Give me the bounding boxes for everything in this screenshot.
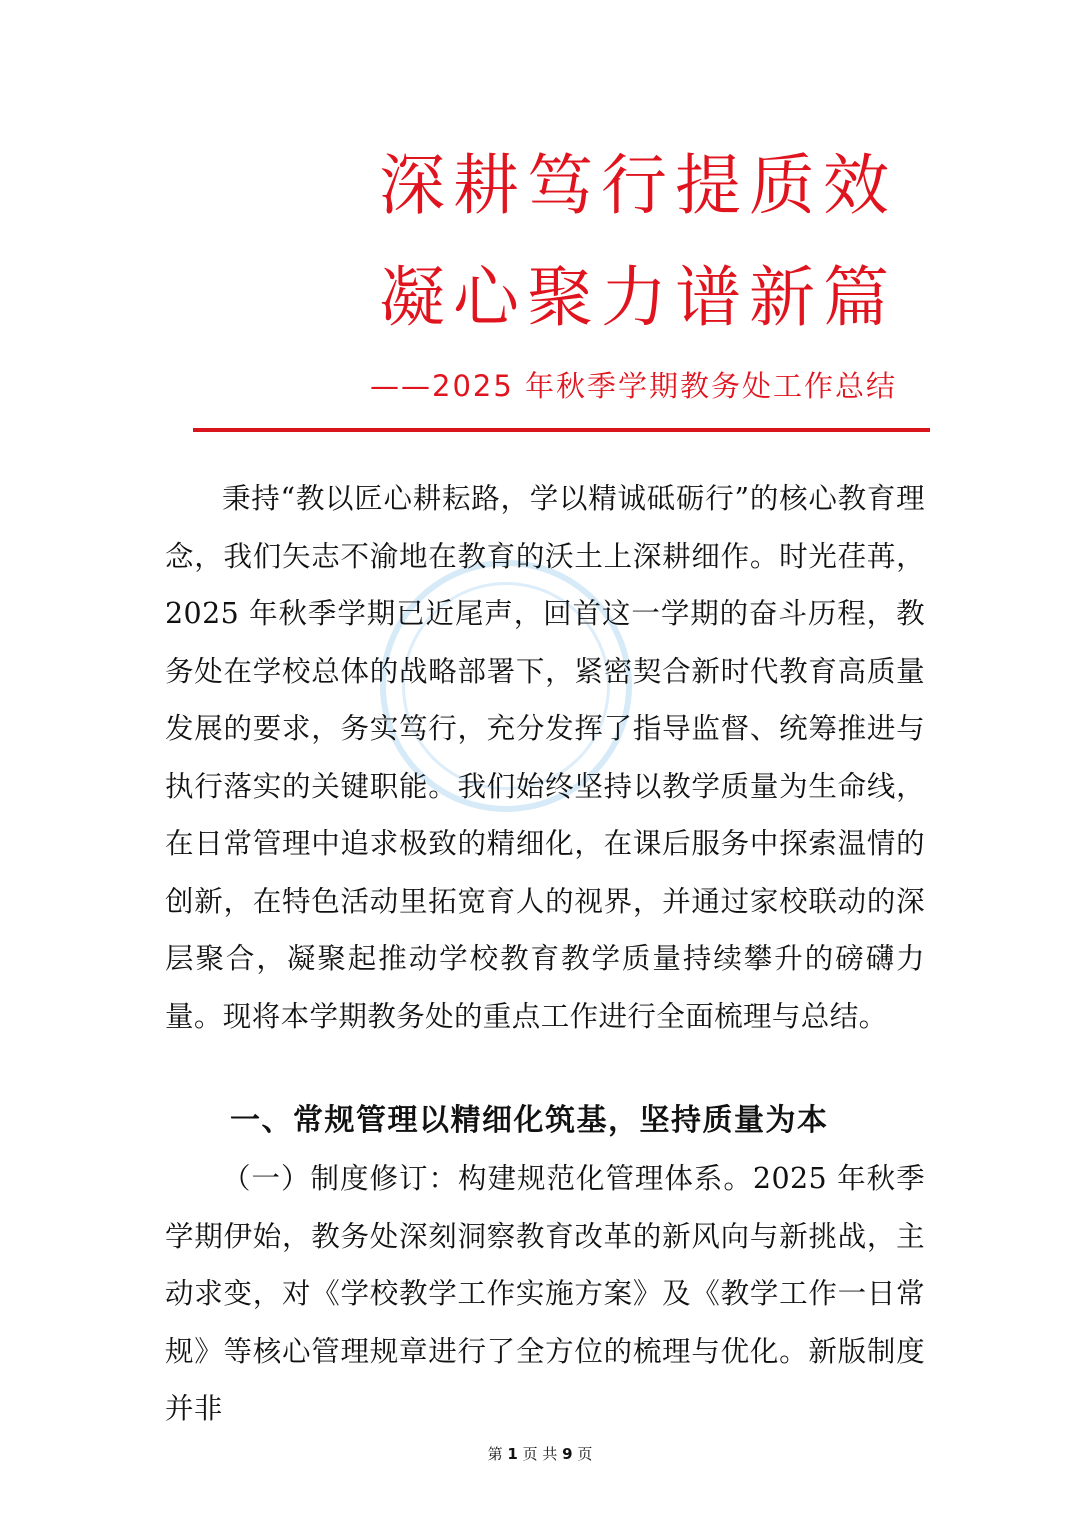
footer-current-page: 1	[507, 1445, 518, 1463]
footer-middle: 页 共	[522, 1445, 558, 1463]
footer-suffix: 页	[577, 1445, 593, 1463]
document-title-line2: 凝心聚力谱新篇	[379, 259, 897, 336]
intro-paragraph: 秉持“教以匠心耕耘路，学以精诚砥砺行”的核心教育理念，我们矢志不渝地在教育的沃土上深耕细作。时光荏苒，2025 年秋季学期已近尾声，回首这一学期的奋斗历程，教务处在学校总体的战略部署下，紧密契合新时代教育高质量发展的要求，务实笃行，充分发挥了指导监督、统筹推进与执行落实的关键职能。我们始终坚持以教学质量为生命线，在日常管理中追求极致的精细化，在课后服务中探索温情的创新，在特色活动里拓宽育人的视界，并通过家校联动的深层聚合，凝聚起推动学校教育教学质量持续攀升的磅礴力量。现将本学期教务处的重点工作进行全面梳理与总结。	[165, 482, 925, 1033]
document-subtitle: ——2025 年秋季学期教务处工作总结	[370, 369, 898, 403]
document-title-line1: 深耕笃行提质效	[379, 147, 897, 224]
page-footer	[0, 1442, 1080, 1466]
footer-prefix: 第	[487, 1445, 503, 1463]
title-divider-rule	[193, 428, 930, 432]
section-paragraph: （一）制度修订：构建规范化管理体系。2025 年秋季学期伊始，教务处深刻洞察教育改革的新风向与新挑战，主动求变，对《学校教学工作实施方案》及《教学工作一日常规》等核心管理规章进行了全方位的梳理与优化。新版制度并非	[165, 1162, 925, 1425]
section-heading: 一、常规管理以精细化筑基，坚持质量为本	[230, 1103, 829, 1138]
footer-total-pages: 9	[562, 1445, 573, 1463]
